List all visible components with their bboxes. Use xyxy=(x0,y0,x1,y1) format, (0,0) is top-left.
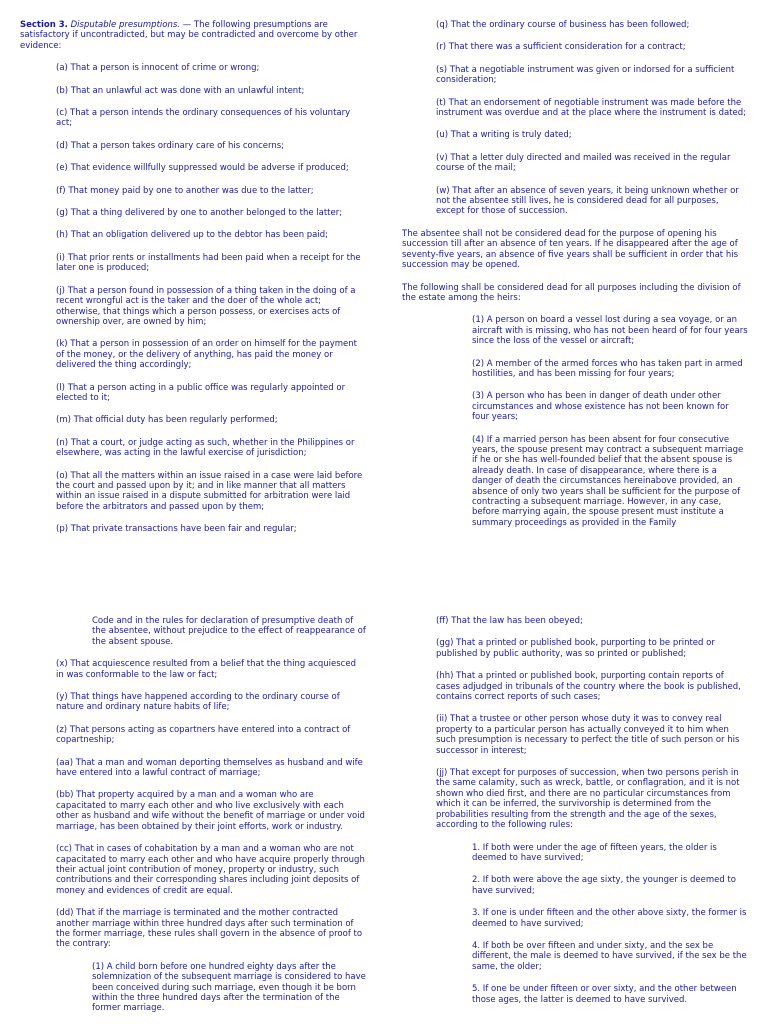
list-item: (hh) That a printed or published book, purporting contain reports of cases adjudged in tribunals of the country where the book is published, contains correct reports of such cases; xyxy=(436,671,741,703)
list-item: 5. If one be under fifteen or over sixty, and the other between those ages, the latter is deemed to have survived. xyxy=(472,984,737,1005)
list-item: (v) That a letter duly directed and mailed was received in the regular course of the mail; xyxy=(436,152,731,174)
list-item: (n) That a court, or judge acting as such, whether in the Philippines or elsewhere, was acting in the lawful exercise of jurisdiction; xyxy=(56,437,355,459)
list-item: (w) That after an absence of seven years, it being unknown whether or not the absentee still lives, he is considered dead for all purposes, except for those of succession. xyxy=(436,185,739,217)
list-item: 2. If both were above the age sixty, the younger is deemed to have survived; xyxy=(472,875,736,896)
list-item: (bb) That property acquired by a man and a woman who are capacitated to marry each other and who live exclusively with each other as husband and wife without the benefit of marriage or under void marriage, has been obtained by their joint efforts, work or industry. xyxy=(56,790,365,832)
list-item: (x) That acquiescence resulted from a belief that the thing acquiesced in was conformable to the law or fact; xyxy=(56,659,356,680)
list-item: (gg) That a printed or published book, purporting to be printed or published by public authority, was so printed or published; xyxy=(436,638,715,659)
list-item: (o) That all the matters within an issue raised in a case were laid before the court and passed upon by it; and in like manner that all matters within an issue raised in a dispute submitted for arbitration were laid before the arbitrators and passed upon by them; xyxy=(56,470,363,512)
list-item: (r) That there was a sufficient consideration for a contract; xyxy=(436,42,686,53)
continuation-paragraph: Code and in the rules for declaration of presumptive death of the absentee, without prejudice to the effect of reappearance of the absent spouse. xyxy=(92,616,366,647)
list-item: (b) That an unlawful act was done with an unlawful intent; xyxy=(56,85,305,96)
considered-dead-paragraph: The following shall be considered dead for all purposes including the division of the estate among the heirs: xyxy=(402,282,741,303)
presumption-list-q-w xyxy=(402,20,748,217)
list-item: 3. If one is under fifteen and the other above sixty, the former is deemed to have survived; xyxy=(472,908,747,929)
list-item: (q) That the ordinary course of business has been followed; xyxy=(436,20,690,30)
list-item: (z) That persons acting as copartners have entered into a contract of copartneship; xyxy=(56,724,351,746)
bottom-right-column xyxy=(436,616,748,1017)
list-item: (y) That things have happened according to the ordinary course of nature and ordinary nature habits of life; xyxy=(56,692,340,713)
list-item: 1. If both were under the age of fifteen years, the older is deemed to have survived; xyxy=(472,842,717,863)
list-item: (1) A person on board a vessel lost during a sea voyage, or an aircraft with is missing, who has not been heard of for four years since the loss of the vessel or aircraft; xyxy=(472,315,748,347)
survivorship-rules xyxy=(436,843,748,1005)
list-item: (c) That a person intends the ordinary consequences of his voluntary act; xyxy=(56,108,351,129)
list-item: (p) That private transactions have been fair and regular; xyxy=(56,524,297,535)
list-item: (ff) That the law has been obeyed; xyxy=(436,616,583,626)
list-item: (f) That money paid by one to another was due to the latter; xyxy=(56,185,314,196)
list-item: (g) That a thing delivered by one to another belonged to the latter; xyxy=(56,208,343,219)
section-heading: Section 3. Disputable presumptions. — The following presumptions are satisfactory if uncontradicted, but may be contradicted and overcome by other evidence: xyxy=(20,20,358,51)
list-item: 4. If both be over fifteen and under sixty, and the sex be different, the male is deemed to have survived, if the sex be the same, the older; xyxy=(472,940,747,972)
list-item: (e) That evidence willfully suppressed would be adverse if produced; xyxy=(56,163,349,174)
presumption-list-a-p xyxy=(20,63,366,534)
list-item: (2) A member of the armed forces who has taken part in armed hostilities, and has been missing for four years; xyxy=(472,358,743,379)
list-item: (dd) That if the marriage is terminated and the mother contracted another marriage within three hundred days after such termination of the former marriage, these rules shall govern in the absence of proof to the contrary: xyxy=(56,908,363,950)
list-item: (3) A person who has been in danger of death under other circumstances and whose existence has not been known for four years; xyxy=(472,391,729,423)
list-item: (j) That a person found in possession of a thing taken in the doing of a recent wrongful act is the taker and the doer of the whole act; otherwise, that things which a person possess, or exercises acts of ownership over, are owned by him; xyxy=(56,285,356,327)
list-item: (h) That an obligation delivered up to the debtor has been paid; xyxy=(56,230,329,241)
list-item: (t) That an endorsement of negotiable instrument was made before the instrument was overdue and at the place where the instrument is dated; xyxy=(436,97,746,119)
list-item: (a) That a person is innocent of crime or wrong; xyxy=(56,63,260,74)
list-item: (u) That a writing is truly dated; xyxy=(436,130,572,141)
list-item: (s) That a negotiable instrument was given or indorsed for a sufficient consideration; xyxy=(436,64,735,86)
list-item: (aa) That a man and woman deporting themselves as husband and wife have entered into a lawful contract of marriage; xyxy=(56,757,363,779)
list-item: (4) If a married person has been absent for four consecutive years, the spouse present may contract a subsequent marriage if he or she has well-founded belief that the absent spouse is already death. In case of disappearance, where there is a danger of death the circumstances hereinabove provided, an absence of only two years shall be sufficient for the purpose of contracting a subsequent marriage. However, in any case, before marrying again, the spouse present must institute a summary proceedings as provided in the Family xyxy=(472,434,744,528)
list-item: (k) That a person in possession of an order on himself for the payment of the money, or the delivery of anything, has paid the money or delivered the thing accordingly; xyxy=(56,339,357,371)
list-item: (m) That official duty has been regularly performed; xyxy=(56,415,278,426)
list-item: (i) That prior rents or installments had been paid when a receipt for the later one is produced; xyxy=(56,252,361,274)
list-item: (d) That a person takes ordinary care of his concerns; xyxy=(56,140,285,151)
bottom-left-column xyxy=(56,616,366,1026)
list-item: (l) That a person acting in a public office was regularly appointed or elected to it; xyxy=(56,382,346,403)
considered-dead-list xyxy=(402,315,748,528)
list-item: (cc) That in cases of cohabitation by a man and a woman who are not capacitated to marry each other and who have acquire properly through their actual joint contribution of money, property or industry, such contributions and their corresponding shares including joint deposits of money and evidences of credit are equal. xyxy=(56,844,365,896)
list-item: (ii) That a trustee or other person whose duty it was to convey real property to a particular person has actually conveyed it to him when such presumption is necessary to perfect the title of such person or his successor in interest; xyxy=(436,714,740,756)
top-right-column xyxy=(402,20,748,540)
list-item: (jj) That except for purposes of succession, when two persons perish in the same calamity, such as wreck, battle, or conflagration, and it is not shown who died first, and there are no particular circumstances from which it can be inferred, the survivorship is determined from the probabilities resulting from the strength and the age of the sexes, according to the following rules: xyxy=(436,768,740,831)
absentee-paragraph: The absentee shall not be considered dead for the purpose of opening his succession till after an absence of ten years. If he disappeared after the age of seventy-five years, an absence of five years shall be sufficient in order that his succession may be opened. xyxy=(402,228,739,271)
list-item: (1) A child born before one hundred eighty days after the solemnization of the subsequent marriage is considered to have been conceived during such marriage, even though it be born within the three hundred days after the termination of the former marriage. xyxy=(92,961,366,1014)
top-left-column xyxy=(20,20,366,547)
